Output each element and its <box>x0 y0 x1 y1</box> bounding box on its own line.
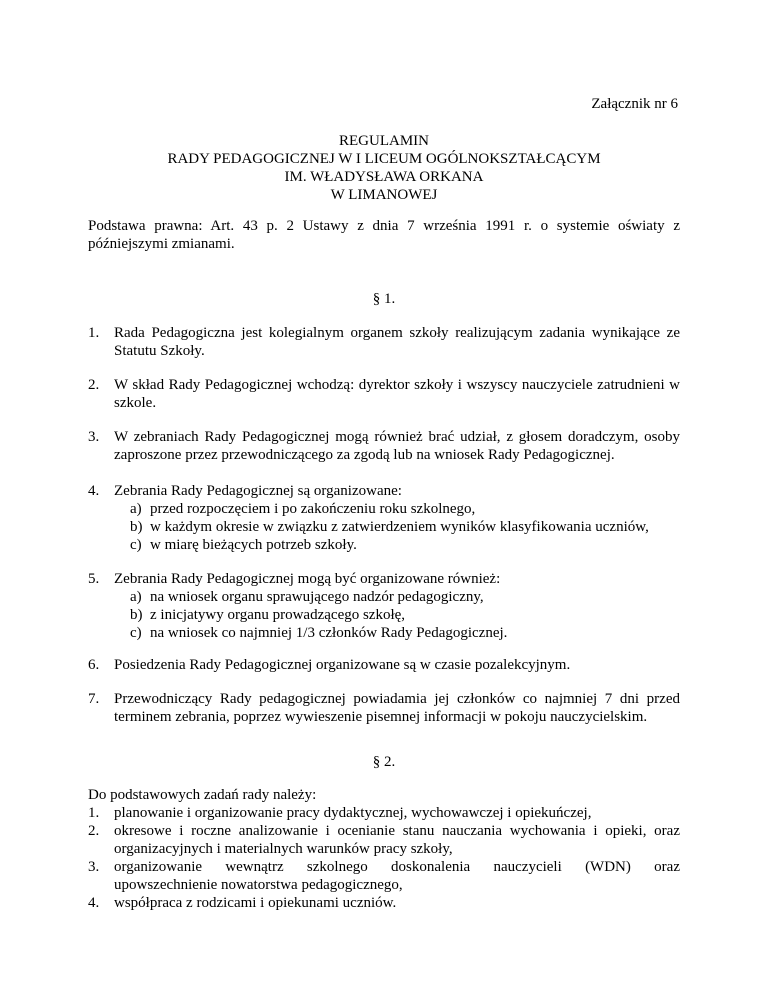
item-text: Posiedzenia Rady Pedagogicznej organizowane są w czasie pozalekcyjnym. <box>114 657 571 673</box>
sub-item <box>130 536 680 554</box>
item-text: Zebrania Rady Pedagogicznej są organizowane: <box>114 483 402 499</box>
title-line-3: IM. WŁADYSŁAWA ORKANA <box>284 169 484 185</box>
section-1-list-4 <box>88 482 680 554</box>
list-item <box>88 428 680 464</box>
item-text: Rada Pedagogiczna jest kolegialnym organem szkoły realizującym zadania wynikające ze Statutu Szkoły. <box>114 325 680 359</box>
sub-letter: a) <box>130 589 142 605</box>
list-item <box>88 376 680 412</box>
item-number: 5. <box>88 571 100 587</box>
list-item <box>88 570 680 642</box>
section-1-list-5 <box>88 570 680 642</box>
list-item <box>88 894 680 912</box>
section-1-mark: § 1. <box>372 291 396 307</box>
annex-label: Załącznik nr 6 <box>591 96 678 112</box>
item-text: W zebraniach Rady Pedagogicznej mogą również brać udział, z głosem doradczym, osoby zaproszone przez przewodniczącego za zgodą lub na wniosek Rady Pedagogicznej. <box>114 429 680 463</box>
item-text: W skład Rady Pedagogicznej wchodzą: dyrektor szkoły i wszyscy nauczyciele zatrudnieni w szkole. <box>114 377 680 411</box>
item-number: 1. <box>88 325 100 341</box>
item-number: 3. <box>88 859 100 875</box>
item-number: 3. <box>88 429 100 445</box>
sub-letter: a) <box>130 501 142 517</box>
section-1-list <box>88 324 680 360</box>
list-item <box>88 324 680 360</box>
sub-item <box>130 518 680 536</box>
sub-item <box>130 606 680 624</box>
list-item <box>88 690 680 726</box>
list-item <box>88 482 680 554</box>
item-number: 2. <box>88 377 100 393</box>
sub-letter: c) <box>130 537 142 553</box>
sub-item <box>130 624 680 642</box>
sub-letter: b) <box>130 607 143 623</box>
list-item <box>88 804 680 822</box>
sub-list <box>114 500 680 554</box>
sub-text: w miarę bieżących potrzeb szkoły. <box>150 537 357 553</box>
section-2-intro: Do podstawowych zadań rady należy: <box>88 787 317 803</box>
section-1-list-3 <box>88 428 680 464</box>
sub-letter: b) <box>130 519 143 535</box>
item-text-line-1: organizowanie wewnątrz szkolnego doskonalenia nauczycieli (WDN) oraz <box>114 859 680 875</box>
section-1-list-7 <box>88 690 680 726</box>
sub-item <box>130 588 680 606</box>
item-text-line-2: upowszechnienie nowatorstwa pedagogicznego, <box>114 877 403 893</box>
item-number: 2. <box>88 823 100 839</box>
item-text: okresowe i roczne analizowanie i ocenianie stanu nauczania wychowania i opieki, oraz organizacyjnych i materialnych warunków pracy szkoły, <box>114 823 680 857</box>
item-number: 7. <box>88 691 100 707</box>
list-item <box>88 858 680 876</box>
title-line-1: REGULAMIN <box>339 133 429 149</box>
sub-text: na wniosek organu sprawującego nadzór pedagogiczny, <box>150 589 484 605</box>
section-1-list-6 <box>88 656 680 674</box>
sub-item <box>130 500 680 518</box>
legal-basis: Podstawa prawna: Art. 43 p. 2 Ustawy z dnia 7 września 1991 r. o systemie oświaty z późniejszymi zmianami. <box>88 218 680 252</box>
item-text: Zebrania Rady Pedagogicznej mogą być organizowane również: <box>114 571 501 587</box>
section-1-list-2 <box>88 376 680 412</box>
sub-text: w każdym okresie w związku z zatwierdzeniem wyników klasyfikowania uczniów, <box>150 519 649 535</box>
item-number: 4. <box>88 483 100 499</box>
sub-letter: c) <box>130 625 142 641</box>
title-line-4: W LIMANOWEJ <box>330 187 438 203</box>
item-number: 6. <box>88 657 100 673</box>
title-line-2: RADY PEDAGOGICZNEJ W I LICEUM OGÓLNOKSZTAŁCĄCYM <box>167 151 601 167</box>
item-number: 4. <box>88 895 100 911</box>
item-text: współpraca z rodzicami i opiekunami uczniów. <box>114 895 397 911</box>
sub-text: na wniosek co najmniej 1/3 członków Rady Pedagogicznej. <box>150 625 508 641</box>
sub-list <box>114 588 680 642</box>
item-number: 1. <box>88 805 100 821</box>
sub-text: z inicjatywy organu prowadzącego szkołę, <box>150 607 406 623</box>
list-item <box>88 822 680 858</box>
sub-text: przed rozpoczęciem i po zakończeniu roku szkolnego, <box>150 501 476 517</box>
section-2-list <box>88 786 680 912</box>
list-item-continuation <box>88 876 680 894</box>
section-2-mark: § 2. <box>372 754 396 770</box>
item-text: Przewodniczący Rady pedagogicznej powiadamia jej członków co najmniej 7 dni przed terminem zebrania, poprzez wywieszenie pisemnej informacji w pokoju nauczycielskim. <box>114 691 680 725</box>
list-item <box>88 656 680 674</box>
document-title <box>0 132 768 204</box>
item-text: planowanie i organizowanie pracy dydaktycznej, wychowawczej i opiekuńczej, <box>114 805 592 821</box>
